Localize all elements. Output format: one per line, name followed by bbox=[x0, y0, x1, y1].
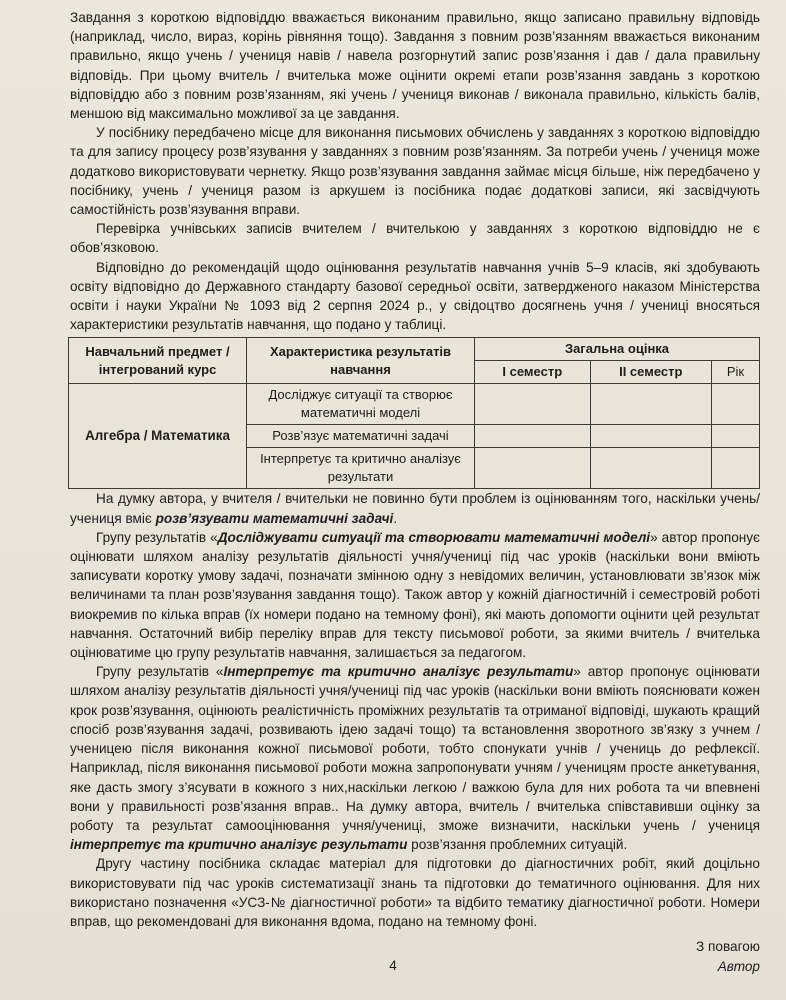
text-run: . bbox=[393, 510, 398, 526]
header-characteristics: Характеристика результатів навчання bbox=[247, 338, 475, 384]
page-number: 4 bbox=[389, 958, 397, 973]
header-year: Рік bbox=[711, 361, 759, 384]
text-run: Групу результатів « bbox=[96, 529, 218, 545]
closing-regards: З повагою bbox=[696, 939, 760, 955]
paragraph-short-answer-rules: Завдання з короткою відповіддю вважається виконаним правильно, якщо записано правильну відповідь (наприклад, число, вираз, корінь рівняння тощо). Завдання з повним розв’язанням вважається виконаним правильно, якщо учень / учениця навів / навела розгорнутий запис розв’язання і дав / дала правильну відповідь. При цьому вчитель / вчителька може оцінити окремі етапи розв’язання завдань з короткою відповіддю або з повним розв’язанням, які учень / учениця виконав / виконала правильно, кількість балів, меншою від максимально можливої за це завдання. bbox=[70, 10, 760, 122]
grade-cell bbox=[711, 425, 759, 448]
closing-author: Автор bbox=[717, 959, 760, 975]
text-run: Групу результатів « bbox=[96, 664, 224, 680]
text-run: » автор пропонує оцінювати шляхом аналізу результатів діяльності учня/учениці під час уроків (наскільки вони вміють пояснювати кожен крок розв’язування, оцінюють реалістичність проміжних результатів та отриманої відповіді, шукають кращий спосіб розв’язування задачі, розвивають ідею задачі тощо) та встановлення зворотного зв’язку з учнем / ученицею після виконання кожної письмової роботи, тобто спонукати учнів / учениць до рефлексії. Наприклад, після виконання письмової роботи можна запропонувати учням / ученицям просте анкетування, яке дасть змогу з’ясувати в кожного з них,наскільки легкою / важкою була для них робота та чи впевнені вони у правильності розв’язання вправ.. На думку автора, вчитель / вчителька співставивши оцінку за роботу та результат самооцінювання учня/учениці, зможе визначити, наскільки учень / учениця bbox=[70, 664, 760, 833]
grade-cell bbox=[590, 448, 711, 489]
paragraph-checking: Перевірка учнівських записів вчителем / вчителькою у завданнях з короткою відповіддю не є обов’язковою. bbox=[70, 221, 760, 256]
paragraph-author-opinion bbox=[70, 489, 760, 527]
characteristic-cell: Інтерпретує та критично аналізує результати bbox=[247, 448, 475, 489]
subject-cell: Алгебра / Математика bbox=[69, 384, 247, 489]
emphasis-text: Інтерпретує та критично аналізує результати bbox=[223, 664, 574, 680]
grade-cell bbox=[475, 384, 591, 425]
grade-cell bbox=[711, 448, 759, 489]
characteristic-cell: Досліджує ситуації та створює математичні моделі bbox=[247, 384, 475, 425]
paragraph-research-group bbox=[70, 528, 760, 662]
emphasis-text: розв’язувати математичні задачі bbox=[155, 510, 394, 526]
paragraph-recommendations: Відповідно до рекомендацій щодо оцінювання результатів навчання учнів 5–9 класів, які здобувають освіту відповідно до Державного стандарту базової середньої освіти, затвердженого наказом Міністерства освіти і науки України № 1093 від 2 серпня 2024 р., у свідоцтво досягнень учня / учениці вносяться характеристики результатів навчання, що подано у таблиці. bbox=[70, 259, 760, 333]
emphasis-text: інтерпретує та критично аналізує результати bbox=[70, 837, 408, 853]
grade-cell bbox=[475, 448, 591, 489]
paragraph-second-part: Другу частину посібника складає матеріал для підготовки до діагностичних робіт, який доцільно використовувати під час уроків систематизації знань та підготовки до тематичного оцінювання. Для них використано позначення «УСЗ-№ діагностичної роботи» та відбито тематику діагностичної роботи. Номери вправ, що рекомендовані для виконання вдома, подано на темному фоні. bbox=[70, 856, 760, 929]
grade-cell bbox=[590, 425, 711, 448]
emphasis-text: Досліджувати ситуації та створювати математичні моделі bbox=[217, 529, 651, 545]
text-run: На думку автора, у вчителя / вчительки не повинно бути проблем із оцінюванням того, наскільки учень/ учениця вміє bbox=[70, 491, 760, 526]
table-row bbox=[69, 384, 760, 425]
grade-cell bbox=[590, 384, 711, 425]
header-semester-1: І семестр bbox=[475, 361, 591, 384]
header-semester-2: ІІ семестр bbox=[590, 361, 711, 384]
characteristic-cell: Розв’язує математичні задачі bbox=[247, 425, 475, 448]
grade-cell bbox=[475, 425, 591, 448]
paragraph-interpret-group bbox=[70, 662, 760, 854]
header-overall-grade: Загальна оцінка bbox=[475, 338, 760, 361]
text-run: розв’язання проблемних ситуацій. bbox=[407, 837, 628, 853]
grades-table bbox=[68, 337, 760, 489]
header-subject: Навчальний предмет / інтегрований курс bbox=[69, 338, 247, 384]
grade-cell bbox=[711, 384, 759, 425]
text-run: » автор пропонує оцінювати шляхом аналізу результатів діяльності учня/учениці під час уроків (наскільки вони вміють записувати коротку умову задачі, позначати змінною одну з невідомих величин, установлювати зв’язок між величинами та план розв’язування завдання тощо). Також автор у кожній діагностичній і семестровій роботі виокремив по кілька вправ (їх номери подано на темному фоні), які мають допомогти оцінити цей результат навчання. Остаточний вибір переліку вправ для тексту письмової роботи, за якими вчитель / вчителька оцінюватиме цю групу результатів навчання, залишається за педагогом. bbox=[70, 529, 760, 661]
paragraph-workspace: У посібнику передбачено місце для виконання письмових обчислень у завданнях з короткою відповіддю та для запису процесу розв’язування у завданнях з повним розв’язанням. За потреби учень / учениця може додатково використовувати чернетку. Якщо розв’язування завдання займає місця більше, ніж передбачено у посібнику, учень / учениця разом із аркушем із посібника подає додаткові записи, які засвідчують самостійність розв’язування вправи. bbox=[70, 125, 760, 218]
